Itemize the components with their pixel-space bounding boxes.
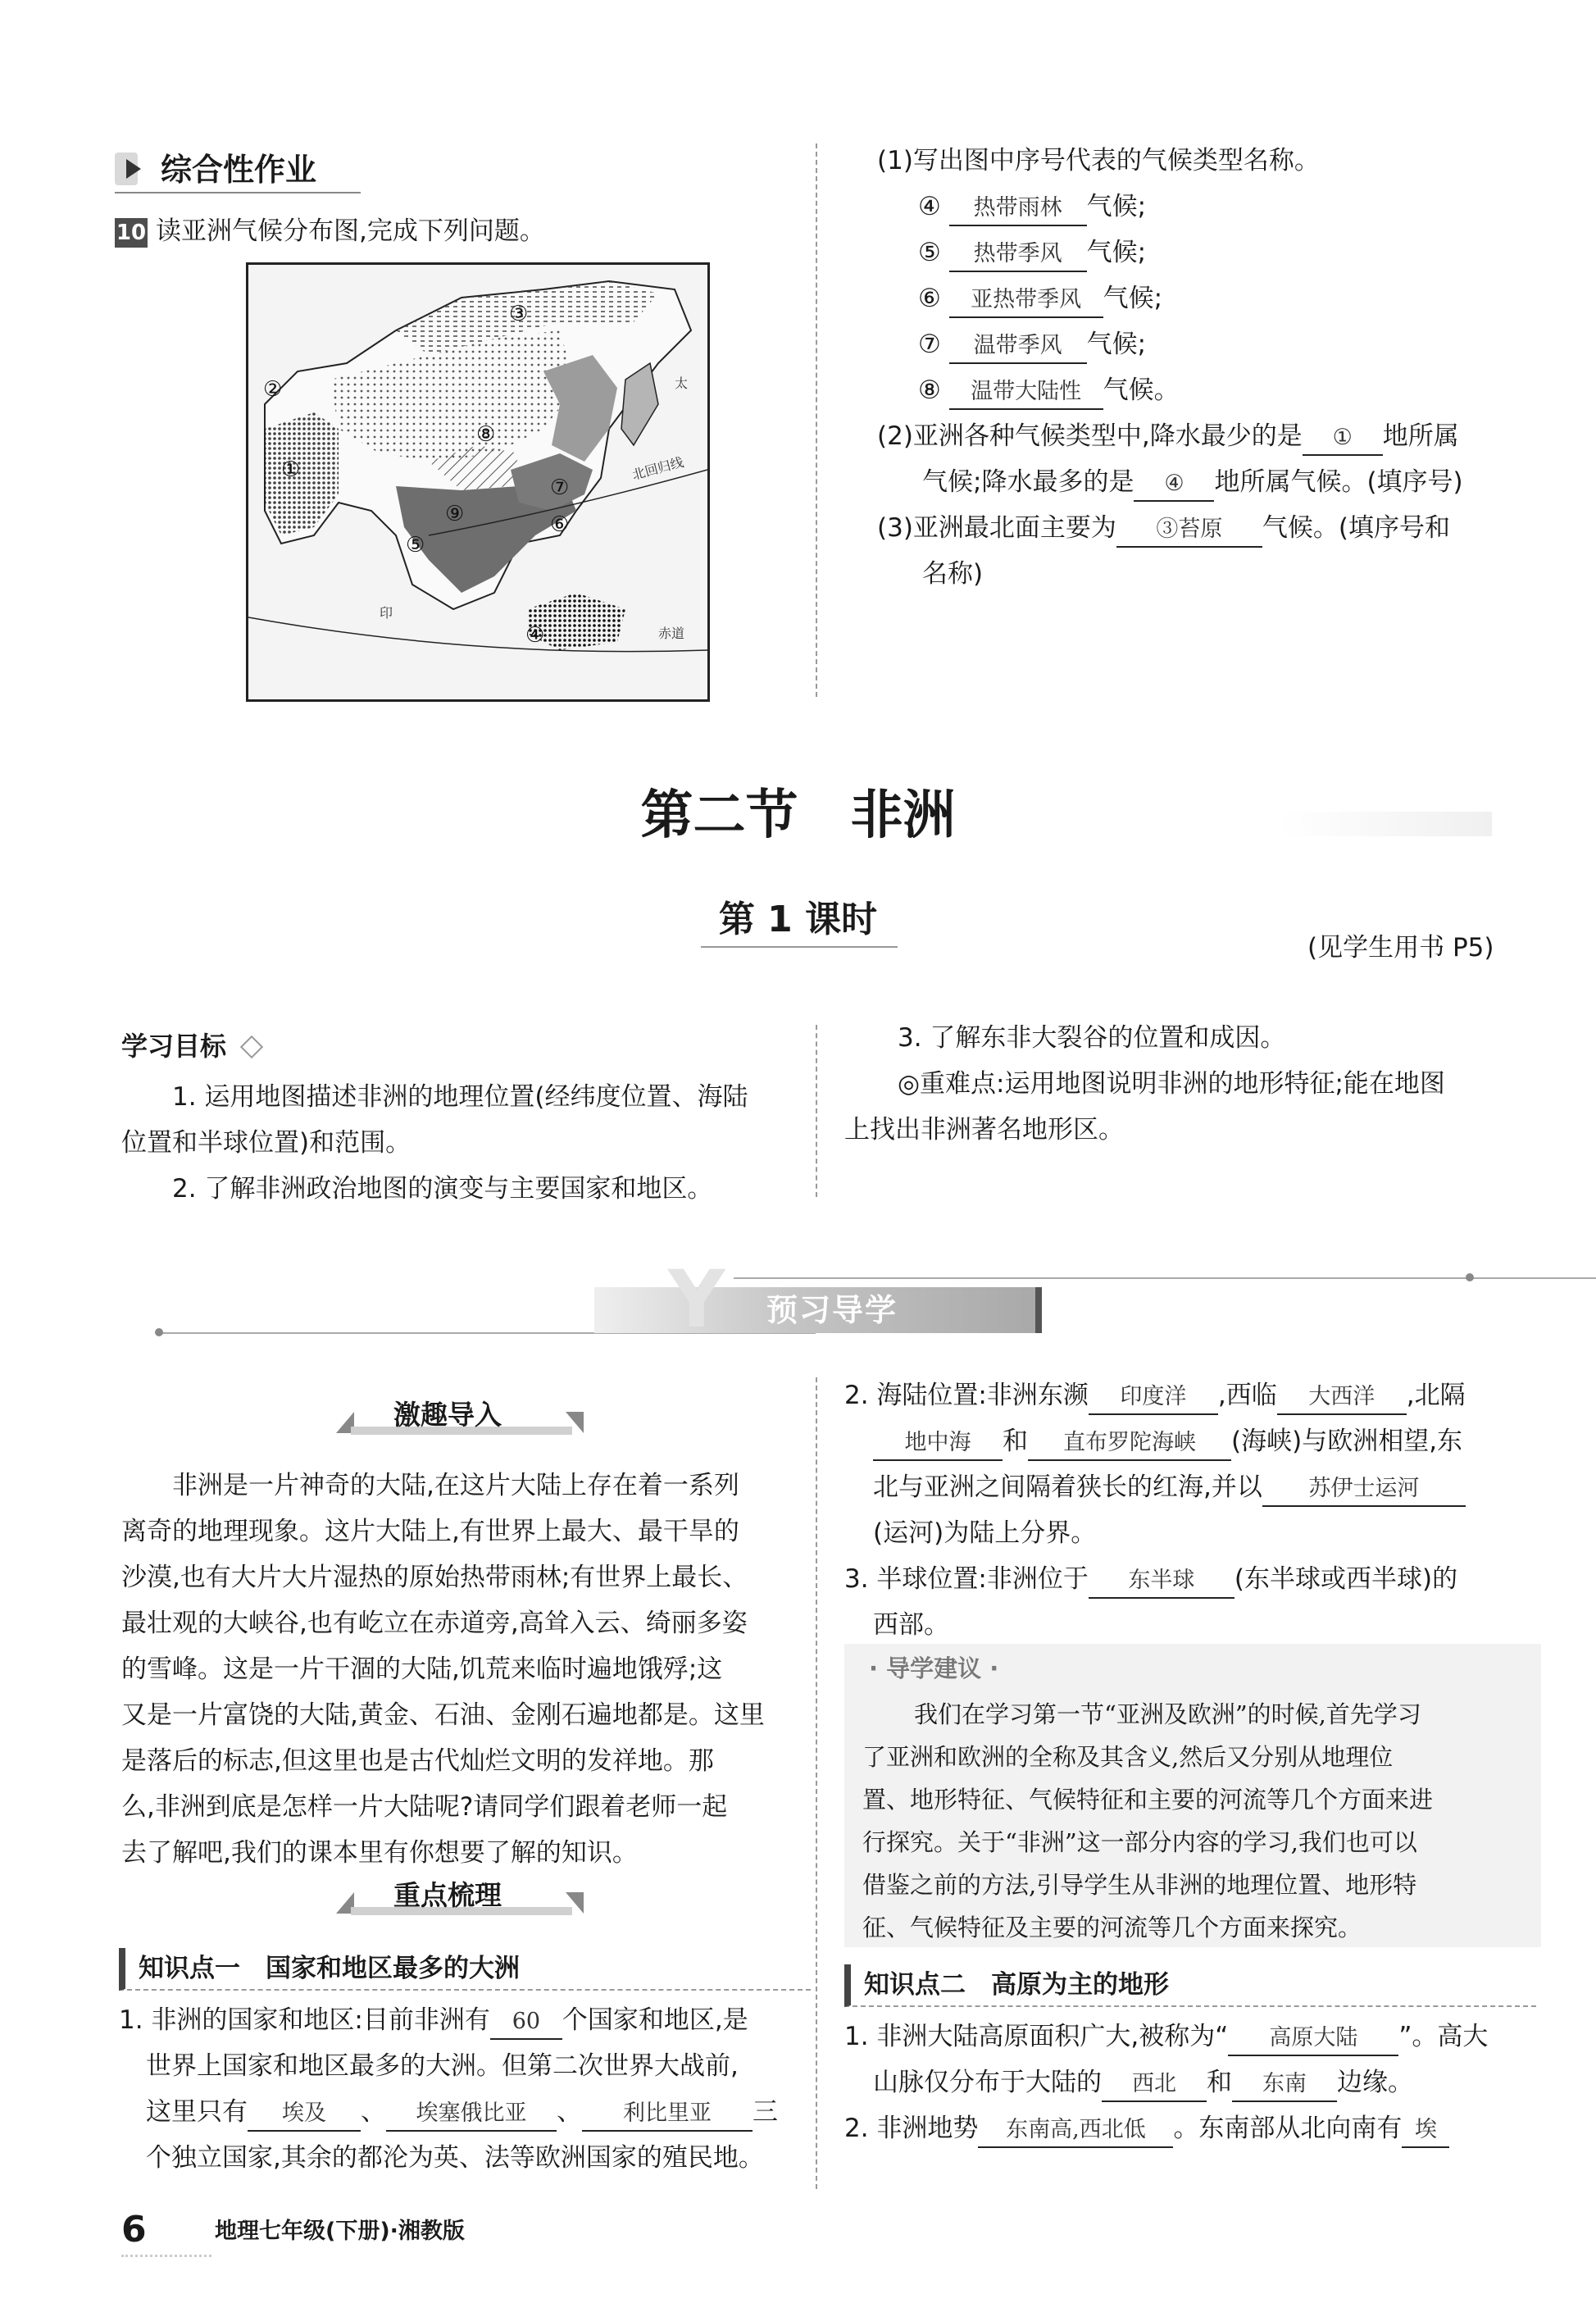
guide-line-5: 借鉴之前的方法,引导学生从非洲的地理位置、地形特	[862, 1871, 1417, 1899]
goal-1-line-1: 1. 运用地图描述非洲的地理位置(经纬度位置、海陆	[172, 1082, 748, 1112]
answer-terrain: 东南高,西北低	[978, 2114, 1173, 2148]
answer-gibraltar: 直布罗陀海峡	[1028, 1427, 1231, 1461]
sea-land-line-2: 地中海 和 直布罗陀海峡 (海峡)与欧洲相望,东	[873, 1418, 1462, 1464]
lesson-title: 第 1 课时	[718, 899, 878, 940]
q10-part1-item-8: ⑧ 温带大陆性 气候。	[918, 367, 1180, 413]
section-header-title: 综合性作业	[161, 152, 317, 188]
section-title-shadow	[1279, 812, 1492, 836]
kp2-line-1: 1. 非洲大陆高原面积广大,被称为“ 高原大陆 ”。高大	[844, 2014, 1488, 2060]
answer-indian-ocean: 印度洋	[1089, 1381, 1218, 1415]
equator-line	[248, 617, 707, 652]
question-10-text: 读亚洲气候分布图,完成下列问题。	[156, 216, 545, 246]
answer-liberia: 利比里亚	[582, 2097, 753, 2132]
knowledge-point-1-title: 知识点一 国家和地区最多的大洲	[119, 1948, 811, 1991]
intro-heading: 激趣导入	[393, 1399, 502, 1431]
goal-3: 3. 了解东非大裂谷的位置和成因。	[898, 1023, 1286, 1053]
answer-6: 亚热带季风	[949, 284, 1103, 318]
guide-line-6: 征、气候特征及主要的河流等几个方面来探究。	[862, 1914, 1362, 1941]
right-triangle-icon	[566, 1412, 584, 1433]
guide-line-2: 了亚洲和欧洲的全称及其含义,然后又分别从地理位	[862, 1743, 1394, 1771]
map-label-9: ⑨	[445, 502, 465, 526]
section-title: 第二节 非洲	[640, 785, 956, 846]
intro-line-3: 沙漠,也有大片大片湿热的原始热带雨林;有世界上最长、	[121, 1563, 748, 1592]
guide-box	[844, 1644, 1541, 1947]
intro-line-5: 的雪峰。这是一片干涸的大陆,饥荒来临时遍地饿殍;这	[121, 1654, 723, 1684]
map-label-indian: 印	[380, 605, 393, 621]
answer-atlantic-ocean: 大西洋	[1277, 1381, 1407, 1415]
guide-line-3: 置、地形特征、气候特征和主要的河流等几个方面来进	[862, 1786, 1434, 1814]
answer-5: 热带季风	[949, 238, 1087, 272]
section-header-comprehensive	[115, 148, 361, 193]
answer-eastern-hemisphere: 东半球	[1089, 1564, 1235, 1599]
answer-8: 温带大陆性	[949, 375, 1103, 410]
q10-part2-line2: 气候;降水最多的是 ④ 地所属气候。(填序号)	[922, 459, 1463, 505]
header-underline	[115, 192, 361, 193]
intro-line-2: 离奇的地理现象。这片大陆上,有世界上最大、最干旱的	[121, 1517, 739, 1546]
preview-banner	[160, 1254, 1471, 1345]
answer-least-rain: ①	[1303, 421, 1383, 456]
intro-line-8: 么,非洲到底是怎样一片大陆呢?请同学们跟着老师一起	[121, 1792, 728, 1822]
answer-suez-canal: 苏伊士运河	[1262, 1472, 1466, 1507]
sea-land-line-1: 2. 海陆位置:非洲东濒 印度洋 ,西临 大西洋 ,北隔	[844, 1372, 1466, 1418]
preview-banner-title: 预习导学	[766, 1292, 898, 1328]
column-divider-bottom	[816, 1377, 817, 2189]
intro-line-7: 是落后的标志,但这里也是古代灿烂文明的发祥地。那	[121, 1746, 714, 1776]
right-triangle-icon-2	[566, 1892, 584, 1914]
guide-heading: · 导学建议 ·	[869, 1654, 999, 1682]
q10-part3-line2: 名称)	[922, 559, 984, 589]
kp2-line-2: 山脉仅分布于大陆的 西北 和 东南 边缘。	[873, 2060, 1413, 2105]
question-10-prompt	[115, 208, 545, 254]
map-label-8: ⑧	[476, 422, 496, 447]
lesson-underline	[701, 946, 898, 948]
guide-line-1: 我们在学习第一节“亚洲及欧洲”的时候,首先学习	[914, 1700, 1421, 1728]
footer-dots	[121, 2255, 211, 2257]
answer-plateau-continent: 高原大陆	[1228, 2022, 1398, 2056]
map-label-5: ⑤	[406, 533, 425, 558]
key-difficulty-line-1: ◎重难点:运用地图说明非洲的地形特征;能在地图	[898, 1069, 1445, 1099]
q10-part3-line1: (3)亚洲最北面主要为 ③苔原 气候。(填序号和	[877, 505, 1450, 551]
q10-part2-line1: (2)亚洲各种气候类型中,降水最少的是 ① 地所属	[877, 413, 1459, 459]
intro-line-4: 最壮观的大峡谷,也有屹立在赤道旁,高耸入云、绮丽多姿	[121, 1609, 748, 1638]
q10-part1-item-4: ④ 热带雨林 气候;	[918, 184, 1146, 230]
answer-northwest: 西北	[1102, 2068, 1207, 2102]
intro-line-9: 去了解吧,我们的课本里有你想要了解的知识。	[121, 1838, 638, 1868]
banner-dot-left	[155, 1328, 163, 1336]
map-label-6: ⑥	[550, 512, 570, 537]
learning-goals-heading: 学习目标	[121, 1023, 260, 1069]
answer-country-count: 60	[490, 2005, 562, 2040]
answer-northmost: ③苔原	[1116, 513, 1262, 548]
q10-part1-item-6: ⑥ 亚热带季风 气候;	[918, 275, 1162, 321]
kp2-line-3: 2. 非洲地势 东南高,西北低 。东南部从北向南有 埃	[844, 2105, 1449, 2151]
page-number: 6	[121, 2209, 147, 2251]
hemisphere-line-1: 3. 半球位置:非洲位于 东半球 (东半球或西半球)的	[844, 1556, 1457, 1602]
q10-part1-text: (1)写出图中序号代表的气候类型名称。	[877, 146, 1320, 175]
answer-southeast: 东南	[1232, 2068, 1337, 2102]
map-label-4: ④	[525, 623, 545, 648]
key-difficulty-line-2: 上找出非洲著名地形区。	[844, 1115, 1124, 1145]
map-label-1: ①	[281, 457, 301, 482]
goal-2: 2. 了解非洲政治地图的演变与主要国家和地区。	[172, 1174, 713, 1204]
knowledge-point-2-title: 知识点二 高原为主的地形	[844, 1964, 1536, 2007]
intro-line-6: 又是一片富饶的大陆,黄金、石油、金刚石遍地都是。这里	[121, 1700, 765, 1730]
q10-part1-item-7: ⑦ 温带季风 气候;	[918, 321, 1146, 367]
guide-line-4: 行探究。关于“非洲”这一部分内容的学习,我们也可以	[862, 1828, 1417, 1856]
kp1-line-2: 世界上国家和地区最多的大洲。但第二次世界大战前,	[146, 2051, 739, 2081]
sea-land-line-3: 北与亚洲之间隔着狭长的红海,并以 苏伊士运河	[873, 1464, 1466, 1510]
answer-mediterranean: 地中海	[873, 1427, 1003, 1461]
sea-land-line-4: (运河)为陆上分界。	[873, 1518, 1097, 1548]
answer-4: 热带雨林	[949, 192, 1087, 226]
key-points-heading: 重点梳理	[393, 1879, 502, 1911]
q10-part1-item-5: ⑤ 热带季风 气候;	[918, 230, 1146, 275]
asia-climate-map-svg	[248, 265, 707, 699]
map-label-equator: 赤道	[658, 626, 685, 641]
banner-end-bar	[1035, 1287, 1042, 1333]
goal-1-line-2: 位置和半球位置)和范围。	[121, 1128, 412, 1158]
map-label-2: ②	[263, 377, 283, 402]
answer-east-plateau-start: 埃	[1402, 2114, 1449, 2148]
banner-letter: Y	[668, 1254, 725, 1345]
kp1-line-1: 1. 非洲的国家和地区:目前非洲有 60 个国家和地区,是	[119, 1997, 748, 2043]
student-book-reference: (见学生用书 P5)	[1307, 933, 1494, 963]
play-arrow-icon	[126, 159, 141, 179]
kp1-line-4: 个独立国家,其余的都沦为英、法等欧洲国家的殖民地。	[146, 2143, 764, 2173]
hemisphere-line-2: 西部。	[873, 1610, 949, 1640]
footer-book-title: 地理七年级(下册)·湘教版	[215, 2219, 465, 2244]
banner-dot-right	[1466, 1273, 1474, 1281]
answer-most-rain: ④	[1134, 467, 1214, 502]
map-label-tropic: 北回归线	[630, 453, 685, 483]
intro-heading-bar	[336, 1394, 582, 1436]
map-label-3: ③	[509, 302, 529, 326]
answer-7: 温带季风	[949, 330, 1087, 364]
answer-ethiopia: 埃塞俄比亚	[386, 2097, 557, 2132]
key-points-heading-bar	[336, 1874, 582, 1917]
intro-line-1: 非洲是一片神奇的大陆,在这片大陆上存在着一系列	[172, 1471, 739, 1500]
asia-climate-map	[246, 262, 710, 702]
column-divider-top	[816, 143, 817, 697]
question-number-badge: 10	[115, 218, 148, 248]
map-label-7: ⑦	[550, 476, 570, 500]
answer-egypt: 埃及	[248, 2097, 361, 2132]
diamond-arrow-icon	[240, 1035, 263, 1058]
kp1-line-3: 这里只有 埃及 、 埃塞俄比亚 、 利比里亚 三	[146, 2089, 778, 2135]
map-label-pacific: 太	[675, 375, 689, 391]
column-divider-goals	[816, 1025, 817, 1197]
